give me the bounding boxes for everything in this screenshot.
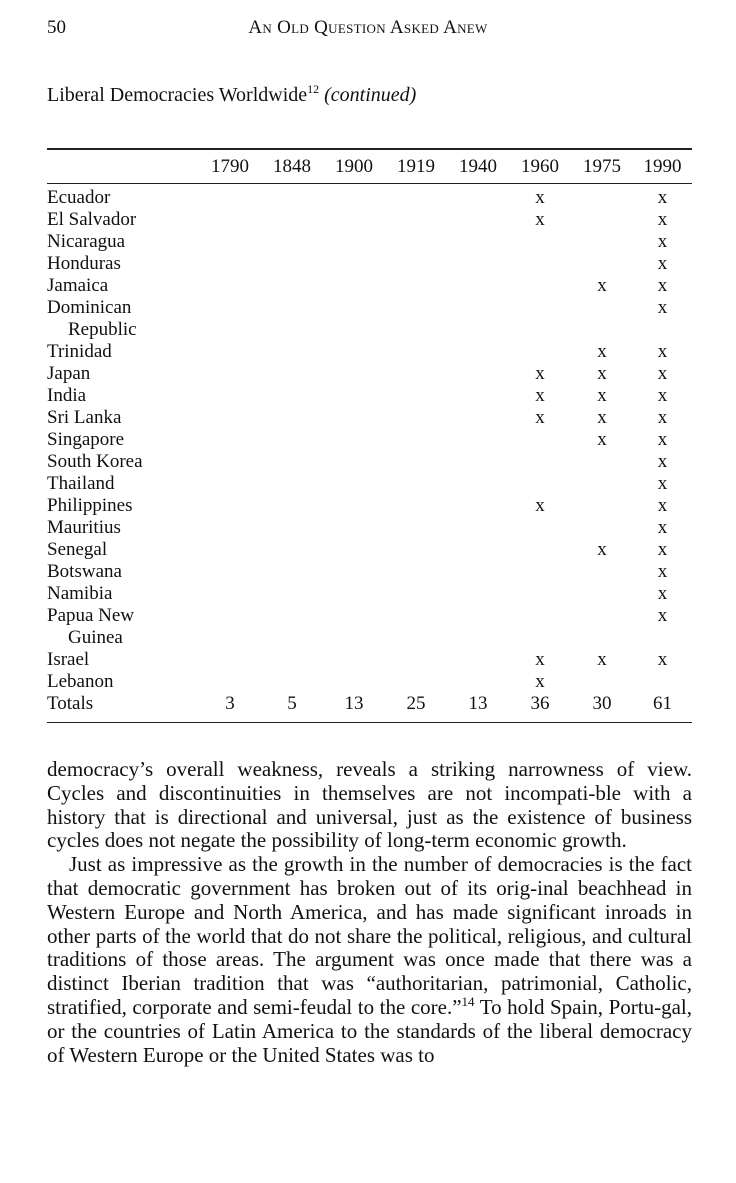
country-label-continued: Republic (68, 319, 137, 340)
country-label-continued: Guinea (68, 627, 123, 648)
democracy-mark-cell (447, 209, 509, 231)
country-label: Dominican (47, 297, 132, 318)
democracy-mark-cell (447, 539, 509, 561)
total-value: 5 (287, 693, 297, 714)
total-value: 3 (225, 693, 235, 714)
democracy-mark-cell (199, 253, 261, 275)
democracy-mark-cell (509, 341, 571, 363)
country-name (47, 539, 199, 561)
table-row (47, 671, 692, 693)
page-number: 50 (47, 17, 66, 38)
democracy-mark-cell (323, 605, 385, 649)
total-value: 13 (468, 693, 488, 714)
democracy-mark-cell (323, 429, 385, 451)
country-label: Namibia (47, 583, 113, 604)
democracy-mark-cell (261, 451, 323, 473)
democracy-mark-cell (261, 253, 323, 275)
democracy-mark-cell (571, 605, 633, 649)
table-row (47, 231, 692, 253)
country-label: Philippines (47, 495, 133, 516)
footnote-ref: 14 (461, 993, 475, 1009)
democracy-mark-cell (385, 517, 447, 539)
country-name (47, 451, 199, 473)
democracy-mark-cell (509, 473, 571, 495)
democracy-mark-cell (447, 253, 509, 275)
democracy-mark-cell (447, 605, 509, 649)
table-row (47, 253, 692, 275)
democracy-mark-cell (509, 253, 571, 275)
democracy-mark-cell (261, 187, 323, 209)
table-row (47, 495, 692, 517)
democracy-mark-cell (571, 473, 633, 495)
democracy-mark-cell (323, 253, 385, 275)
democracy-mark-cell (199, 209, 261, 231)
democracy-mark-cell (385, 605, 447, 649)
country-label: Trinidad (47, 341, 112, 362)
table-row (47, 187, 692, 209)
democracy-mark-cell (261, 363, 323, 385)
democracy-mark-cell (323, 187, 385, 209)
democracy-mark-cell (199, 517, 261, 539)
country-label: El Salvador (47, 209, 137, 230)
democracy-mark-cell (261, 517, 323, 539)
democracy-mark-cell: x (597, 363, 607, 384)
democracy-mark-cell: x (535, 385, 545, 406)
country-label: Jamaica (47, 275, 109, 296)
democracy-mark-cell (447, 495, 509, 517)
democracy-mark-cell (571, 187, 633, 209)
democracy-mark-cell (385, 495, 447, 517)
democracy-mark-cell (571, 253, 633, 275)
democracy-mark-cell (323, 473, 385, 495)
democracy-mark-cell (385, 209, 447, 231)
paragraph-text: Just as impressive as the growth in the number of democracies is the fact that democratic government has broken out of its orig-inal beachhead in Western Europe and North America, and has made significant inroads in other parts of the world that do not share the political, religious, and cultural traditions of those areas. The argument was once made that there was a distinct Iberian tradition that was “authoritarian, patrimonial, Catholic, stratified, corporate and semi-feudal to the core.” (47, 852, 692, 1019)
democracy-mark-cell: x (657, 473, 668, 494)
democracy-mark-cell (385, 583, 447, 605)
democracy-mark-cell (323, 495, 385, 517)
paragraph-text: To hold Spain, Portu-gal, or the countries of Latin America to the standards of the liberal democracy of Western Europe or the United States was to (47, 994, 693, 1067)
table-row (47, 363, 692, 385)
total-value: 61 (653, 693, 672, 714)
democracy-mark-cell: x (535, 649, 545, 670)
body-paragraph: democracy’s overall weakness, reveals a striking narrowness of view. Cycles and discontinuities in themselves are not incompati-ble with a history that is directional and universal, just as the existence of business cycles does not negate the possibility of long-term economic growth. (47, 757, 692, 853)
democracy-mark-cell: x (597, 407, 607, 428)
liberal-democracies-table (47, 150, 692, 715)
democracy-mark-cell (199, 231, 261, 253)
democracy-mark-cell (571, 451, 633, 473)
democracy-mark-cell (199, 649, 261, 671)
democracy-mark-cell (385, 297, 447, 341)
table-row (47, 561, 692, 583)
total-value: 36 (530, 693, 550, 714)
democracy-mark-cell (571, 517, 633, 539)
democracy-mark-cell (571, 209, 633, 231)
democracy-mark-cell (385, 187, 447, 209)
democracy-mark-cell (261, 605, 323, 649)
body-paragraph (47, 853, 692, 1067)
democracy-mark-cell: x (657, 495, 668, 516)
democracy-mark-cell (323, 209, 385, 231)
democracy-mark-cell: x (597, 341, 607, 362)
democracy-mark-cell (261, 583, 323, 605)
total-value: 30 (592, 693, 612, 714)
democracy-mark-cell (323, 539, 385, 561)
democracy-mark-cell (323, 671, 385, 693)
democracy-mark-cell (323, 451, 385, 473)
democracy-mark-cell (199, 671, 261, 693)
democracy-mark-cell: x (657, 275, 668, 296)
democracy-mark-cell (385, 363, 447, 385)
country-name (47, 407, 199, 429)
country-name (47, 561, 199, 583)
democracy-mark-cell (199, 561, 261, 583)
democracy-mark-cell (447, 275, 509, 297)
democracy-mark-cell (509, 583, 571, 605)
democracy-mark-cell (447, 385, 509, 407)
democracy-mark-cell (447, 473, 509, 495)
democracy-mark-cell: x (535, 363, 545, 384)
democracy-mark-cell (199, 583, 261, 605)
democracy-mark-cell: x (657, 539, 668, 560)
democracy-mark-cell: x (535, 407, 545, 428)
democracy-mark-cell (385, 275, 447, 297)
country-label: Botswana (47, 561, 122, 582)
democracy-mark-cell: x (597, 429, 607, 450)
country-label: Lebanon (47, 671, 114, 692)
totals-row (47, 693, 692, 715)
democracy-mark-cell (323, 561, 385, 583)
democracy-mark-cell (509, 297, 571, 341)
democracy-mark-cell: x (657, 363, 668, 384)
year-column-header: 1960 (521, 155, 559, 177)
democracy-mark-cell (199, 429, 261, 451)
democracy-mark-cell: x (535, 495, 545, 516)
democracy-mark-cell: x (657, 605, 668, 626)
country-label: Honduras (47, 253, 121, 274)
table-row (47, 517, 692, 539)
caption-footnote-ref: 12 (307, 82, 320, 96)
democracy-mark-cell (261, 649, 323, 671)
country-name (47, 671, 199, 693)
country-name (47, 253, 199, 275)
democracy-mark-cell (385, 341, 447, 363)
democracy-mark-cell (323, 231, 385, 253)
democracy-mark-cell (261, 539, 323, 561)
democracy-mark-cell (385, 649, 447, 671)
democracy-mark-cell (571, 495, 633, 517)
year-column-header: 1790 (211, 155, 249, 177)
democracy-mark-cell (447, 341, 509, 363)
democracy-mark-cell (261, 561, 323, 583)
democracy-mark-cell (447, 451, 509, 473)
table-row (47, 209, 692, 231)
country-name (47, 583, 199, 605)
table-row (47, 341, 692, 363)
democracy-mark-cell: x (597, 539, 607, 560)
democracy-mark-cell (509, 451, 571, 473)
democracy-mark-cell: x (657, 429, 668, 450)
democracy-mark-cell (571, 297, 633, 341)
democracy-mark-cell (323, 275, 385, 297)
table-row (47, 649, 692, 671)
democracy-mark-cell: x (657, 451, 668, 472)
democracy-mark-cell (509, 231, 571, 253)
democracy-mark-cell: x (657, 253, 668, 274)
democracy-mark-cell (385, 385, 447, 407)
democracy-mark-cell (385, 253, 447, 275)
country-label: India (47, 385, 87, 406)
democracy-mark-cell (447, 363, 509, 385)
democracy-mark-cell (447, 649, 509, 671)
democracy-mark-cell (323, 341, 385, 363)
table-row (47, 539, 692, 561)
country-label: Papua New (47, 605, 135, 626)
country-label: Japan (47, 363, 91, 384)
democracy-mark-cell (199, 451, 261, 473)
democracy-mark-cell (447, 187, 509, 209)
country-label: Ecuador (47, 187, 111, 208)
running-head: An Old Question Asked Anew (248, 17, 488, 38)
democracy-mark-cell (199, 473, 261, 495)
table-caption (47, 82, 416, 108)
democracy-mark-cell (385, 473, 447, 495)
democracy-mark-cell (323, 517, 385, 539)
country-label: Senegal (47, 539, 108, 560)
democracy-mark-cell (261, 473, 323, 495)
democracy-mark-cell (323, 385, 385, 407)
democracy-mark-cell (385, 539, 447, 561)
democracy-mark-cell (447, 429, 509, 451)
democracy-mark-cell (323, 363, 385, 385)
democracy-mark-cell: x (657, 341, 668, 362)
democracy-mark-cell (199, 187, 261, 209)
table-row (47, 407, 692, 429)
country-label: Nicaragua (47, 231, 126, 252)
year-column-header: 1919 (397, 155, 435, 177)
democracy-mark-cell: x (657, 209, 668, 230)
table-row (47, 605, 692, 649)
caption-title: Liberal Democracies Worldwide (47, 84, 308, 106)
democracy-mark-cell (571, 671, 633, 693)
democracy-mark-cell (261, 495, 323, 517)
table-row (47, 451, 692, 473)
democracy-mark-cell (571, 231, 633, 253)
democracy-mark-cell (447, 407, 509, 429)
democracy-mark-cell: x (597, 275, 607, 296)
democracy-mark-cell: x (535, 671, 545, 692)
country-name (47, 429, 199, 451)
democracy-mark-cell (199, 297, 261, 341)
democracy-mark-cell (509, 561, 571, 583)
democracy-mark-cell (385, 429, 447, 451)
country-name (47, 385, 199, 407)
country-name (47, 341, 199, 363)
country-label: Israel (47, 649, 90, 670)
country-name (47, 363, 199, 385)
table-row (47, 385, 692, 407)
year-column-header: 1940 (459, 155, 497, 177)
democracy-mark-cell (199, 275, 261, 297)
caption-continued: (continued) (324, 84, 417, 106)
democracy-mark-cell: x (657, 649, 668, 670)
democracy-mark-cell (571, 561, 633, 583)
democracy-mark-cell (261, 297, 323, 341)
year-column-header: 1990 (643, 155, 682, 177)
democracy-mark-cell (385, 451, 447, 473)
democracy-mark-cell (261, 407, 323, 429)
democracy-mark-cell: x (657, 517, 668, 538)
table-row (47, 429, 692, 451)
democracy-mark-cell (633, 671, 692, 693)
country-name (47, 187, 199, 209)
country-name (47, 649, 199, 671)
democracy-mark-cell (261, 209, 323, 231)
democracy-mark-cell: x (535, 209, 545, 230)
democracy-mark-cell (385, 561, 447, 583)
country-name (47, 517, 199, 539)
year-column-header: 1975 (583, 155, 621, 177)
democracy-mark-cell (447, 231, 509, 253)
country-label: Singapore (47, 429, 125, 450)
table-row (47, 583, 692, 605)
democracy-mark-cell (509, 275, 571, 297)
democracy-mark-cell (261, 385, 323, 407)
democracy-mark-cell (199, 605, 261, 649)
country-column-header (47, 150, 199, 183)
democracy-mark-cell (447, 561, 509, 583)
body-text (47, 758, 692, 1067)
democracy-mark-cell (447, 297, 509, 341)
year-column-header: 1848 (273, 155, 311, 177)
democracy-mark-cell: x (657, 407, 668, 428)
democracy-mark-cell (261, 231, 323, 253)
table-header-row (47, 150, 692, 183)
democracy-mark-cell (447, 583, 509, 605)
country-label: Mauritius (47, 517, 121, 538)
total-value: 13 (344, 693, 364, 714)
democracy-mark-cell (261, 341, 323, 363)
democracy-mark-cell (571, 583, 633, 605)
democracy-mark-cell: x (657, 231, 668, 252)
total-value: 25 (406, 693, 426, 714)
table-bottom-rule (47, 722, 692, 723)
table-row (47, 275, 692, 297)
democracy-mark-cell (385, 231, 447, 253)
year-column-header: 1900 (335, 155, 373, 177)
democracy-mark-cell: x (657, 385, 668, 406)
totals-label: Totals (47, 693, 94, 714)
table-row (47, 297, 692, 341)
country-label: South Korea (47, 451, 143, 472)
country-name (47, 473, 199, 495)
country-name (47, 297, 199, 341)
democracy-mark-cell (509, 539, 571, 561)
democracy-mark-cell (323, 407, 385, 429)
democracy-mark-cell: x (657, 297, 668, 318)
democracy-mark-cell (447, 671, 509, 693)
democracy-mark-cell (323, 583, 385, 605)
democracy-mark-cell (199, 407, 261, 429)
democracy-mark-cell (199, 363, 261, 385)
democracy-mark-cell (447, 517, 509, 539)
table-row (47, 473, 692, 495)
country-name (47, 209, 199, 231)
country-label: Thailand (47, 473, 115, 494)
democracy-mark-cell: x (657, 583, 668, 604)
democracy-mark-cell (323, 297, 385, 341)
country-label: Sri Lanka (47, 407, 122, 428)
democracy-mark-cell (261, 275, 323, 297)
democracy-mark-cell (509, 517, 571, 539)
democracy-mark-cell (261, 671, 323, 693)
democracy-mark-cell (385, 407, 447, 429)
democracy-mark-cell (385, 671, 447, 693)
democracy-mark-cell (199, 495, 261, 517)
democracy-mark-cell (199, 539, 261, 561)
democracy-mark-cell (199, 385, 261, 407)
democracy-mark-cell: x (597, 385, 607, 406)
democracy-mark-cell: x (657, 561, 668, 582)
democracy-mark-cell (509, 605, 571, 649)
democracy-mark-cell (509, 429, 571, 451)
country-name (47, 231, 199, 253)
democracy-mark-cell: x (597, 649, 607, 670)
democracy-mark-cell (261, 429, 323, 451)
country-name (47, 605, 199, 649)
country-name (47, 495, 199, 517)
country-name (47, 275, 199, 297)
democracy-mark-cell: x (657, 187, 668, 208)
democracy-mark-cell: x (535, 187, 545, 208)
democracy-mark-cell (323, 649, 385, 671)
democracy-mark-cell (199, 341, 261, 363)
